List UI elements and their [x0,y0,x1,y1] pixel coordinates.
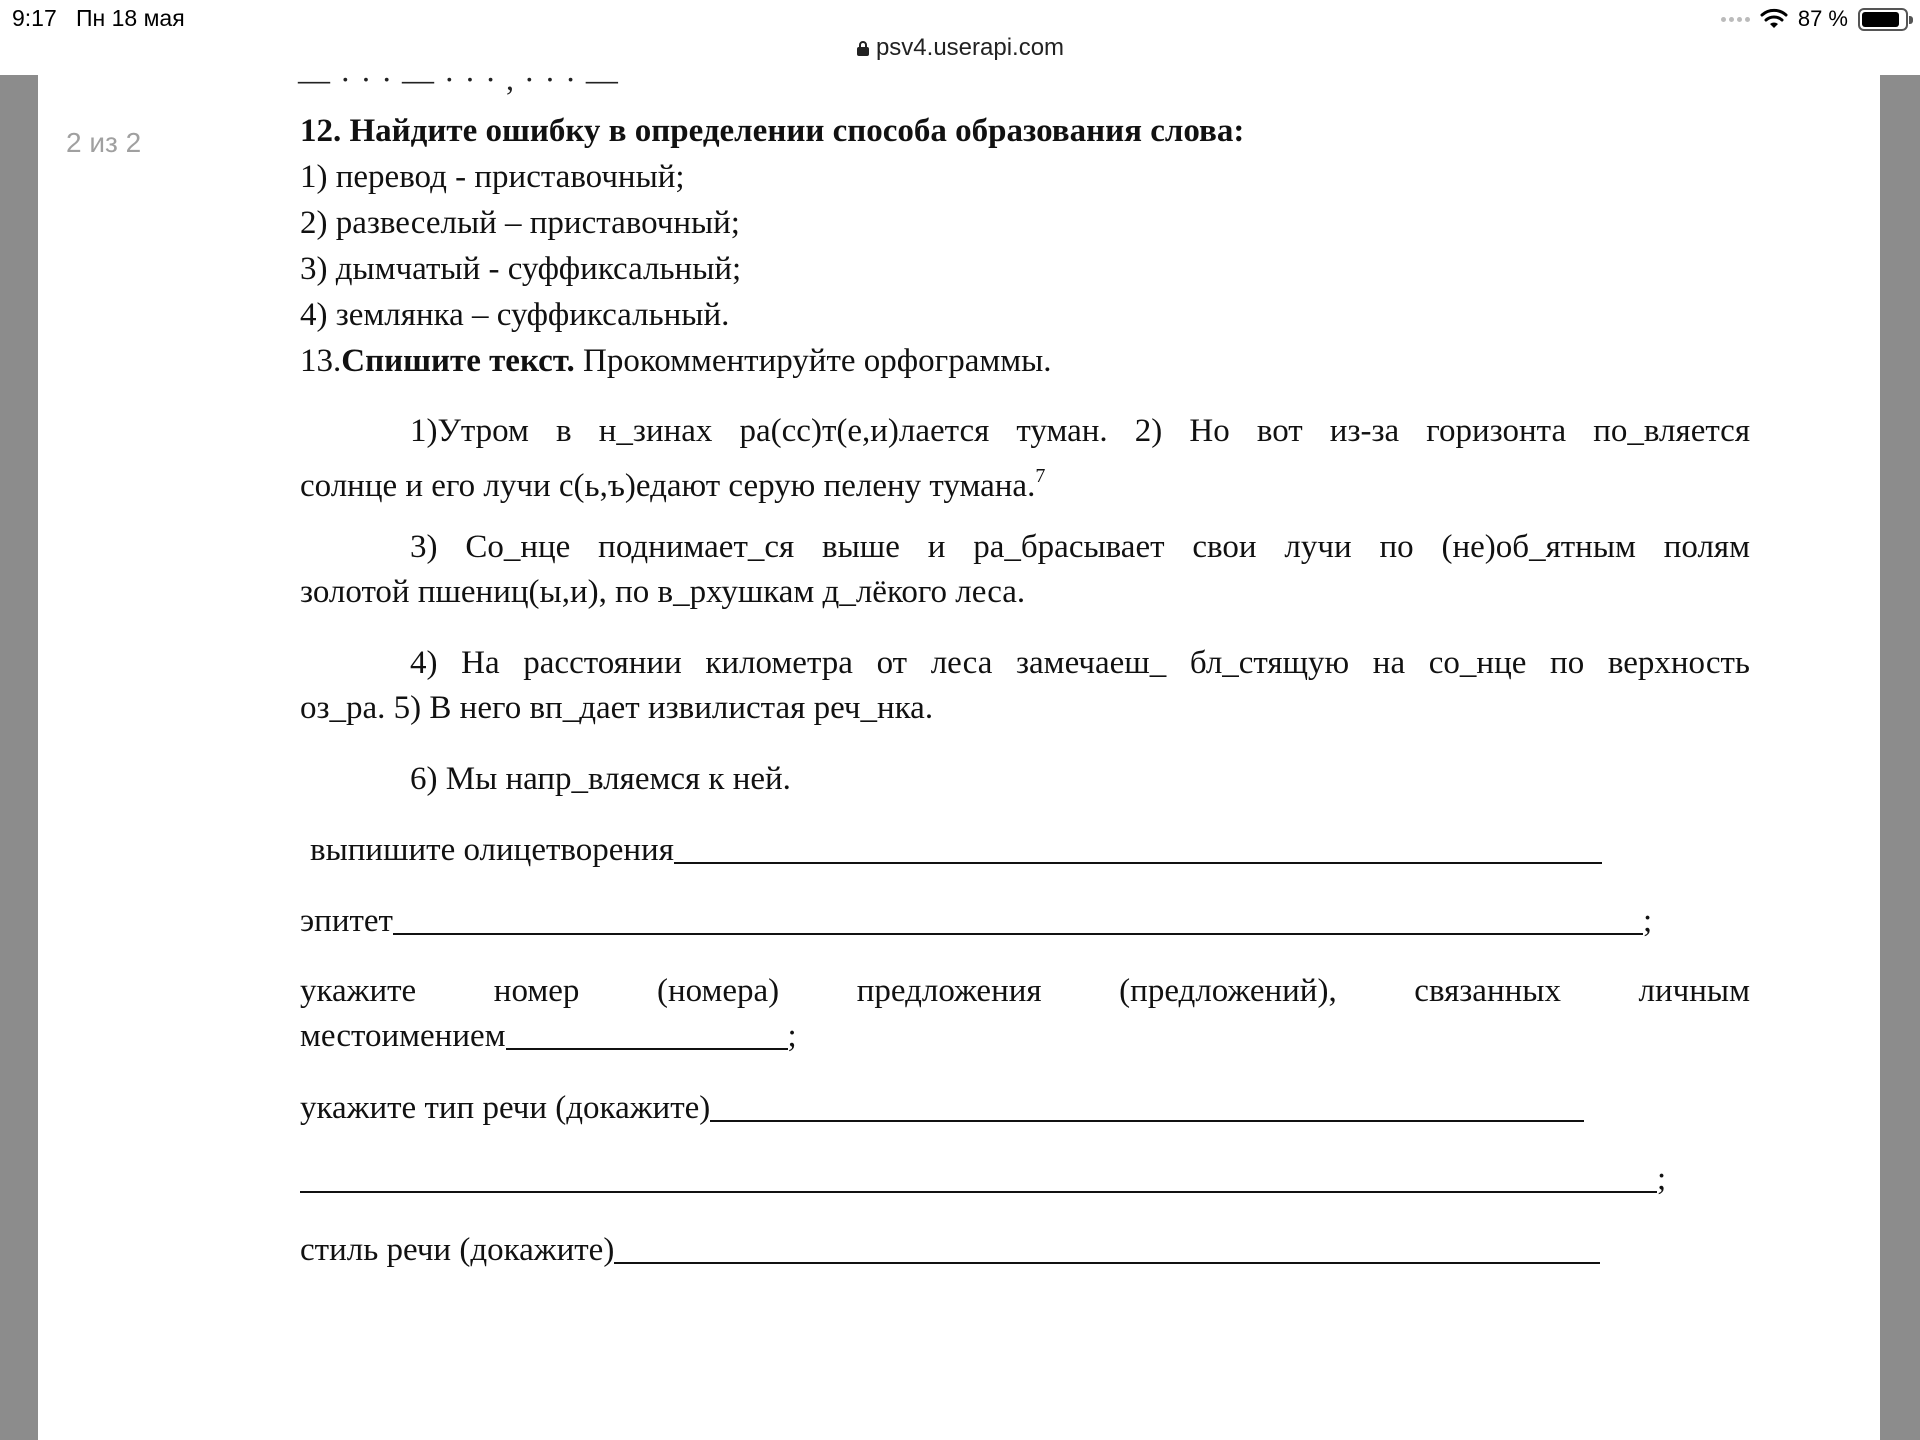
answer-blank-speech-type[interactable] [710,1092,1584,1122]
answer-blank-epithet[interactable] [393,905,1643,935]
paragraph-1-line-1: 1)Утром в н_зинах ра(сс)т(е,и)лается туман. 2) Но вот из-за горизонта по_вляется [410,413,1750,449]
battery-percent: 87 % [1797,6,1848,31]
previous-line-fragment: — · · · — · · · , · · · — [298,75,619,97]
document-page[interactable] [38,75,1880,1440]
semicolon: ; [1642,903,1653,939]
question-epithet [300,901,1652,941]
question-speech-style-label: стиль речи (докажите) [300,1232,615,1268]
task13-bold-instruction: Спишите текст. [341,343,575,379]
status-bar [0,0,1920,75]
task12-option: 1) перевод - приставочный; [300,159,685,195]
task13-number: 13. [300,343,342,379]
status-date: Пн 18 мая [76,5,185,31]
question-personification-label: выпишите олицетворения [310,832,674,868]
viewer-right-gutter [1880,75,1920,1440]
battery-level-fill [1862,12,1899,27]
paragraph-1-text: солнце и его лучи с(ь,ъ)едают серую пелену тумана. [300,468,1036,504]
paragraph-1-line-2 [300,456,1045,506]
semicolon: ; [787,1018,797,1054]
task12-option: 2) развеселый – приставочный; [300,205,740,241]
task13-title [300,341,1052,381]
task12-option: 3) дымчатый - суффиксальный; [300,251,742,287]
footnote-marker: 7 [1035,465,1046,487]
task13-instruction: Прокомментируйте орфограммы. [574,343,1052,379]
question-speech-style [300,1230,1600,1270]
answer-blank-speech-type-2[interactable] [300,1163,1657,1193]
question-pronoun-label: местоимением [300,1018,506,1054]
paragraph-2-line-2: золотой пшениц(ы,и), по в_рхушкам д_лёкого леса. [300,574,1026,610]
answer-blank-pronoun[interactable] [506,1020,788,1050]
question-pronoun-line-2 [300,1016,797,1056]
paragraph-3-line-2: оз_ра. 5) В него вп_дает извилистая реч_нка. [300,690,934,726]
question-pronoun-line-1: укажите номер (номера) предложения (предложений), связанных личным [300,973,1750,1009]
question-epithet-label: эпитет [300,903,393,939]
url-bar[interactable] [0,34,1920,62]
lock-icon [856,40,870,57]
status-time: 9:17 [12,5,57,31]
page-indicator: 2 из 2 [66,127,142,158]
question-speech-type [300,1088,1584,1128]
paragraph-3-line-1: 4) На расстоянии километра от леса замечаеш_ бл_стящую на со_нце по верхность [410,645,1750,681]
signal-dots-icon [1721,17,1750,22]
task12-option: 4) землянка – суффиксальный. [300,297,730,333]
paragraph-2-line-1: 3) Со_нце поднимает_ся выше и ра_брасывает свои лучи по (не)об_ятным полям [410,529,1750,565]
url-text: psv4.userapi.com [875,34,1065,61]
semicolon: ; [1657,1161,1667,1197]
paragraph-4: 6) Мы напр_вляемся к ней. [410,761,791,797]
viewer-left-gutter [0,75,38,1440]
answer-blank-personification[interactable] [674,834,1602,864]
battery-icon [1858,8,1908,31]
task12-title: 12. Найдите ошибку в определении способа образования слова: [300,113,1245,149]
answer-blank-speech-style[interactable] [614,1234,1600,1264]
wifi-icon [1760,8,1788,30]
question-speech-type-continued [300,1159,1666,1199]
question-personification [310,830,1602,870]
status-right [1721,4,1908,34]
question-speech-type-label: укажите тип речи (докажите) [300,1090,711,1126]
